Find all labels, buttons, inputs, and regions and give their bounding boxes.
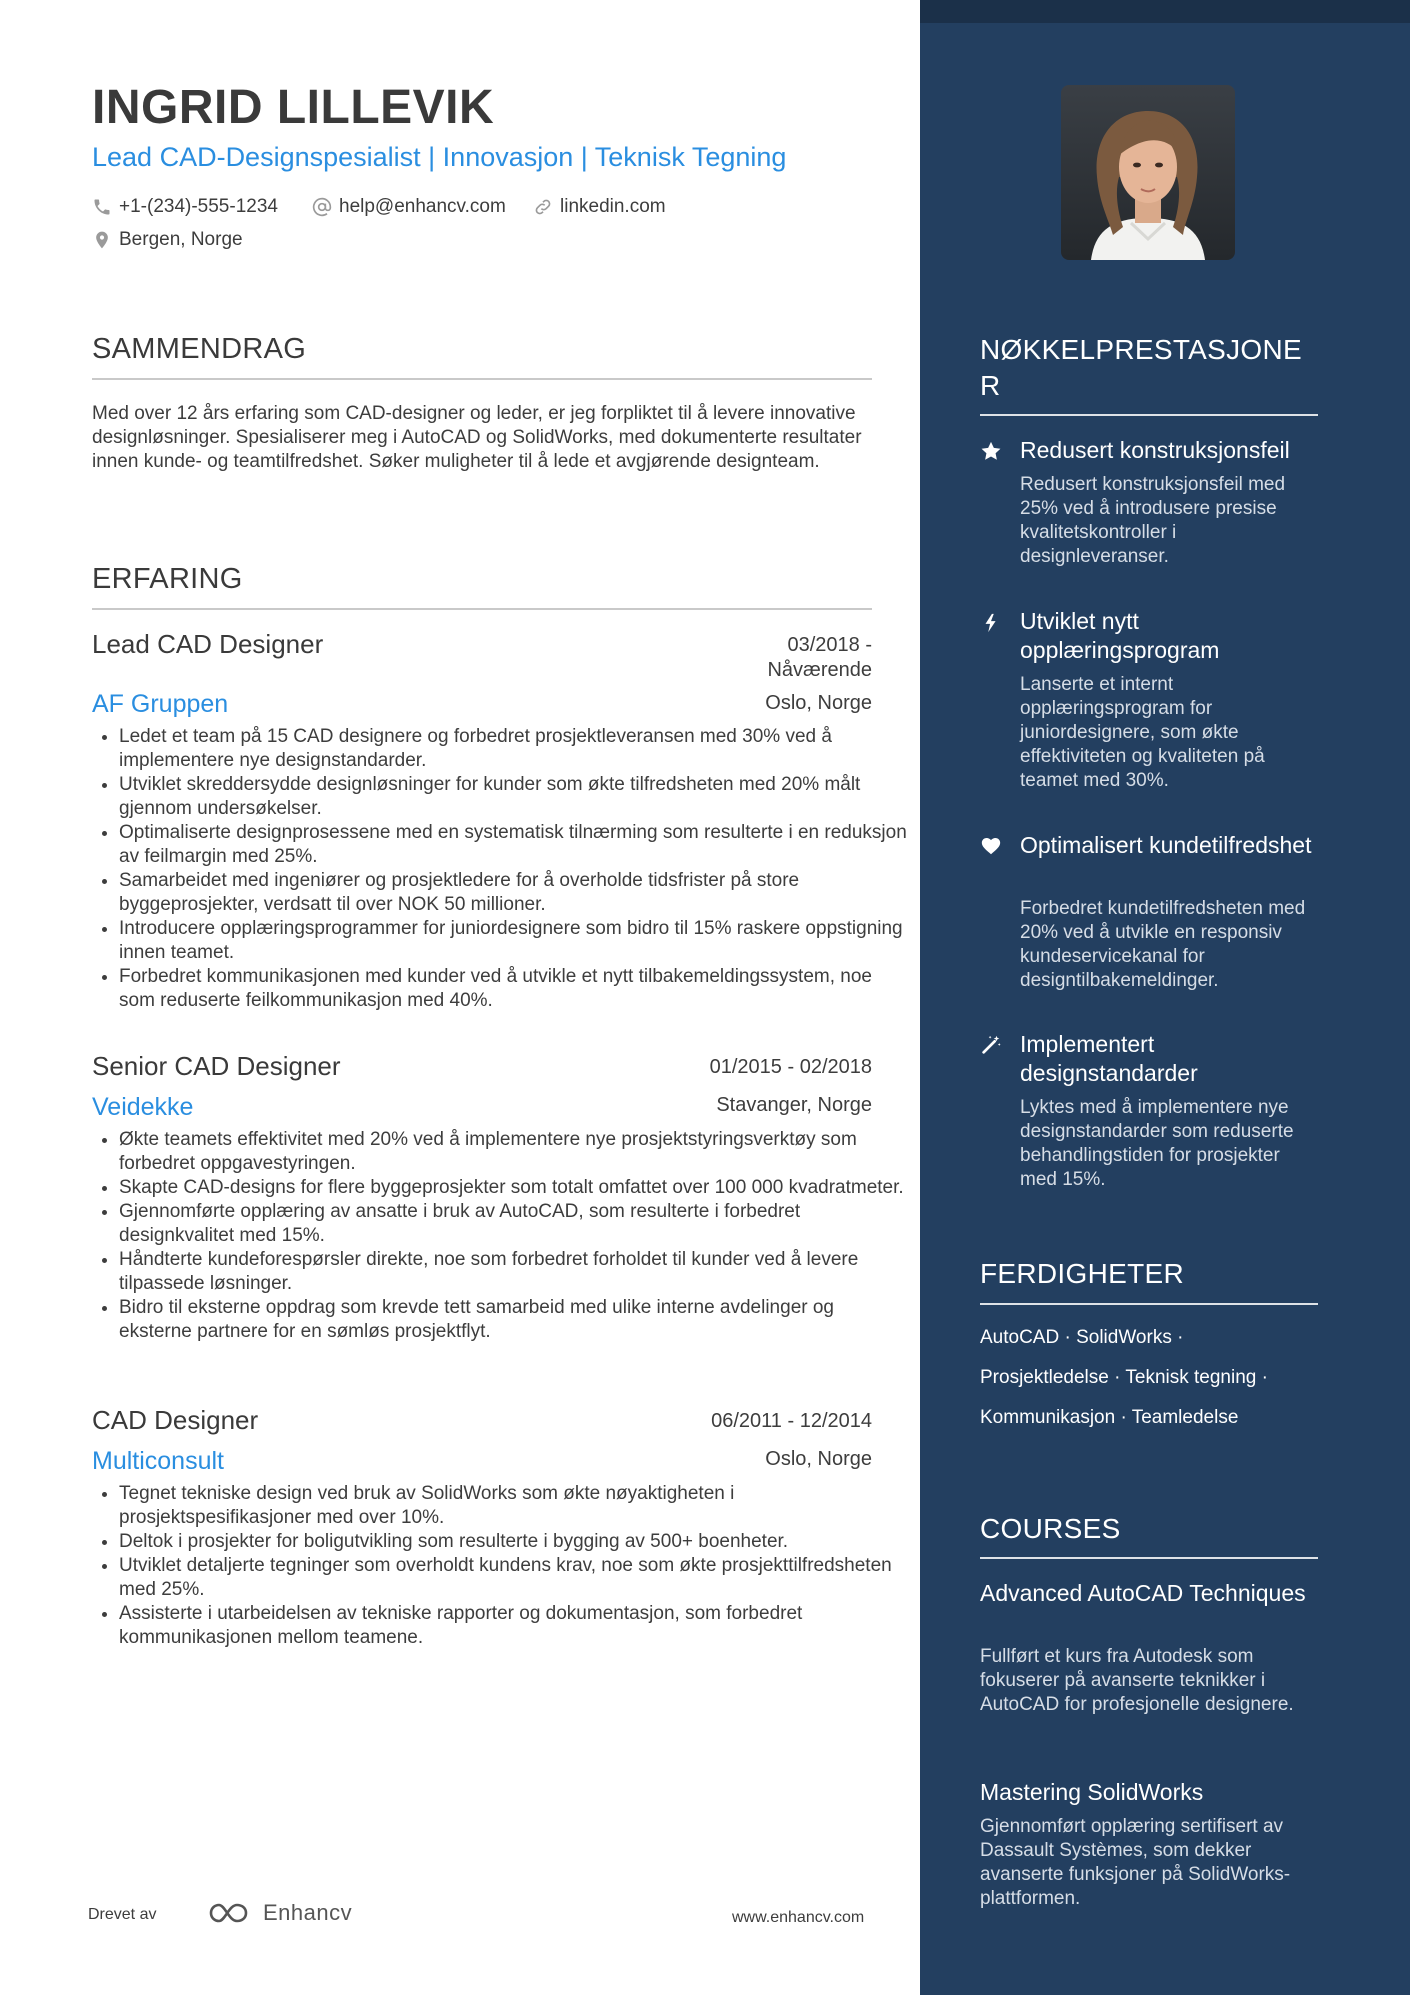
job-date-start: 03/2018 - [787, 634, 872, 656]
experience-section-title: ERFARING [92, 563, 243, 595]
job-bullets [92, 725, 909, 1013]
footer-url[interactable]: www.enhancv.com [732, 1909, 865, 1926]
job-bullet: • Ledet et team på 15 CAD designere og forbedret prosjektleveransen med 30% ved å implementere nye designstandarder. [119, 725, 909, 773]
link-icon [533, 197, 553, 217]
star-icon [980, 440, 1002, 462]
achievement-desc: Lanserte et internt opplæringsprogram for juniordesignere, som økte effektiviteten og kvaliteten på teamet med 30%. [1020, 674, 1265, 791]
headline: Lead CAD-Designspesialist | Innovasjon | Teknisk Tegning [92, 142, 787, 172]
job-location: Oslo, Norge [765, 1448, 872, 1470]
summary-section-title: SAMMENDRAG [92, 333, 307, 365]
job-location: Stavanger, Norge [716, 1094, 872, 1116]
email-text[interactable]: help@enhancv.com [339, 196, 506, 217]
job-bullet: • Assisterte i utarbeidelsen av tekniske rapporter og dokumentasjon, som forbedret kommunikasjonen mellom teamene. [119, 1602, 909, 1650]
courses-divider [980, 1557, 1318, 1559]
job-bullet: • Samarbeidet med ingeniører og prosjektledere for å overholde tidsfrister på store byggeprosjekter, verdsatt til over NOK 50 millioner. [119, 869, 909, 917]
skills-section-title: FERDIGHETER [980, 1258, 1184, 1289]
map-pin-icon [92, 230, 112, 250]
job-title: CAD Designer [92, 1405, 259, 1435]
job-location: Oslo, Norge [765, 692, 872, 714]
contact-linkedin[interactable] [533, 196, 666, 218]
enhancv-logo[interactable] [207, 1900, 352, 1926]
company-name: AF Gruppen [92, 690, 229, 718]
achievement-desc: Redusert konstruksjonsfeil med 25% ved å introdusere presise kvalitetskontroller i designleveranser. [1020, 474, 1286, 567]
contact-phone [92, 196, 278, 218]
job-bullets [92, 1128, 909, 1344]
course-title: Mastering SolidWorks [980, 1779, 1204, 1805]
experience-divider [92, 608, 872, 610]
portrait-image [1061, 85, 1235, 260]
sidebar-top-strip [920, 0, 1410, 23]
skills-line: Prosjektledelse · Teknisk tegning · [980, 1367, 1268, 1388]
powered-by-label: Drevet av [88, 1906, 157, 1923]
job-bullet: • Skapte CAD-designs for flere byggeprosjekter som totalt omfattet over 100 000 kvadratmeter. [119, 1176, 909, 1200]
contact-location [92, 229, 243, 251]
skills-line: Kommunikasjon · Teamledelse [980, 1407, 1239, 1428]
job-bullet: • Utviklet detaljerte tegninger som overholdt kundens krav, noe som økte prosjekttilfredsheten med 25%. [119, 1554, 909, 1602]
job-bullet: • Deltok i prosjekter for boligutvikling som resulterte i bygging av 500+ boenheter. [119, 1530, 909, 1554]
achievements-title-line1: NØKKELPRESTASJONE [980, 334, 1303, 365]
achievements-divider [980, 414, 1318, 416]
candidate-name: INGRID LILLEVIK [92, 81, 495, 134]
heart-icon [980, 835, 1002, 857]
contact-email[interactable] [312, 196, 506, 218]
job-date [767, 633, 872, 683]
lightning-icon [980, 612, 1002, 634]
achievement-desc: Forbedret kundetilfredsheten med 20% ved å utvikle en responsiv kundeservicekanal for designtilbakemeldinger. [1020, 898, 1306, 991]
job-date-range: 01/2015 - 02/2018 [709, 1056, 872, 1078]
linkedin-text[interactable]: linkedin.com [560, 196, 666, 217]
job-bullets [92, 1482, 909, 1650]
job-bullet: • Håndterte kundeforespørsler direkte, noe som forbedret forholdet til kunder ved å levere tilpassede løsninger. [119, 1248, 909, 1296]
achievement-desc: Lyktes med å implementere nye designstandarder som reduserte behandlingstiden for prosjekter med 15%. [1020, 1097, 1294, 1190]
summary-divider [92, 378, 872, 380]
location-text: Bergen, Norge [119, 229, 243, 250]
brand-name: Enhancv [263, 1900, 353, 1925]
job-bullet: • Forbedret kommunikasjonen med kunder ved å utvikle et nytt tilbakemeldingssystem, noe som reduserte feilkommunikasjon med 40%. [119, 965, 909, 1013]
job-bullet: • Økte teamets effektivitet med 20% ved å implementere nye prosjektstyringsverktøy som forbedret oppgavestyringen. [119, 1128, 909, 1176]
company-name: Veidekke [92, 1093, 194, 1121]
phone-text: +1-(234)-555-1234 [119, 196, 278, 217]
achievement-title: Redusert konstruksjonsfeil [1020, 437, 1290, 463]
skills-line: AutoCAD · SolidWorks · [980, 1327, 1184, 1348]
achievements-section-title [980, 332, 1302, 404]
skills-divider [980, 1303, 1318, 1305]
job-date [710, 1055, 872, 1080]
job-date [711, 1409, 872, 1434]
job-bullet: • Bidro til eksterne oppdrag som krevde tett samarbeid med ulike interne avdelinger og eksterne partnere for en sømløs prosjektflyt. [119, 1296, 909, 1344]
job-bullet: • Gjennomførte opplæring av ansatte i bruk av AutoCAD, som resulterte i forbedret designkvalitet med 15%. [119, 1200, 909, 1248]
course-desc: Fullført et kurs fra Autodesk som fokuserer på avanserte teknikker i AutoCAD for profesjonelle designere. [980, 1646, 1294, 1715]
magic-wand-icon [980, 1034, 1002, 1056]
job-bullet: • Introducere opplæringsprogrammer for juniordesignere som bidro til 15% raskere oppstigning innen teamet. [119, 917, 909, 965]
job-date-end: Nåværende [767, 659, 872, 681]
course-title: Advanced AutoCAD Techniques [980, 1580, 1306, 1606]
achievement-title: Implementert designstandarder [1020, 1031, 1198, 1086]
achievement-title: Optimalisert kundetilfredshet [1020, 832, 1312, 858]
job-bullet: • Utviklet skreddersydde designløsninger for kunder som økte tilfredsheten med 20% målt gjennom undersøkelser. [119, 773, 909, 821]
company-name: Multiconsult [92, 1447, 224, 1475]
job-bullet: • Tegnet tekniske design ved bruk av SolidWorks som økte nøyaktigheten i prosjektspesifikasjoner med over 10%. [119, 1482, 909, 1530]
job-date-range: 06/2011 - 12/2014 [711, 1410, 872, 1432]
achievement-title: Utviklet nytt opplæringsprogram [1020, 608, 1220, 663]
achievements-title-line2: R [980, 370, 1001, 401]
job-title: Lead CAD Designer [92, 629, 324, 659]
at-sign-icon [312, 197, 332, 217]
infinity-logo-icon [207, 1900, 255, 1926]
courses-section-title: COURSES [980, 1513, 1121, 1544]
profile-photo [1061, 85, 1235, 260]
course-desc: Gjennomført opplæring sertifisert av Dassault Systèmes, som dekker avanserte funksjoner på SolidWorks-plattformen. [980, 1816, 1291, 1909]
phone-icon [92, 197, 112, 217]
summary-text: Med over 12 års erfaring som CAD-designer og leder, er jeg forpliktet til å levere innovative designløsninger. Spesialiserer meg i AutoCAD og SolidWorks, med dokumenterte resultater innen kunde- og teamtilfredshet. Søker muligheter til å lede et avgjørende designteam. [92, 403, 862, 472]
job-title: Senior CAD Designer [92, 1051, 341, 1081]
job-bullet: • Optimaliserte designprosessene med en systematisk tilnærming som resulterte i en reduksjon av feilmargin med 25%. [119, 821, 909, 869]
